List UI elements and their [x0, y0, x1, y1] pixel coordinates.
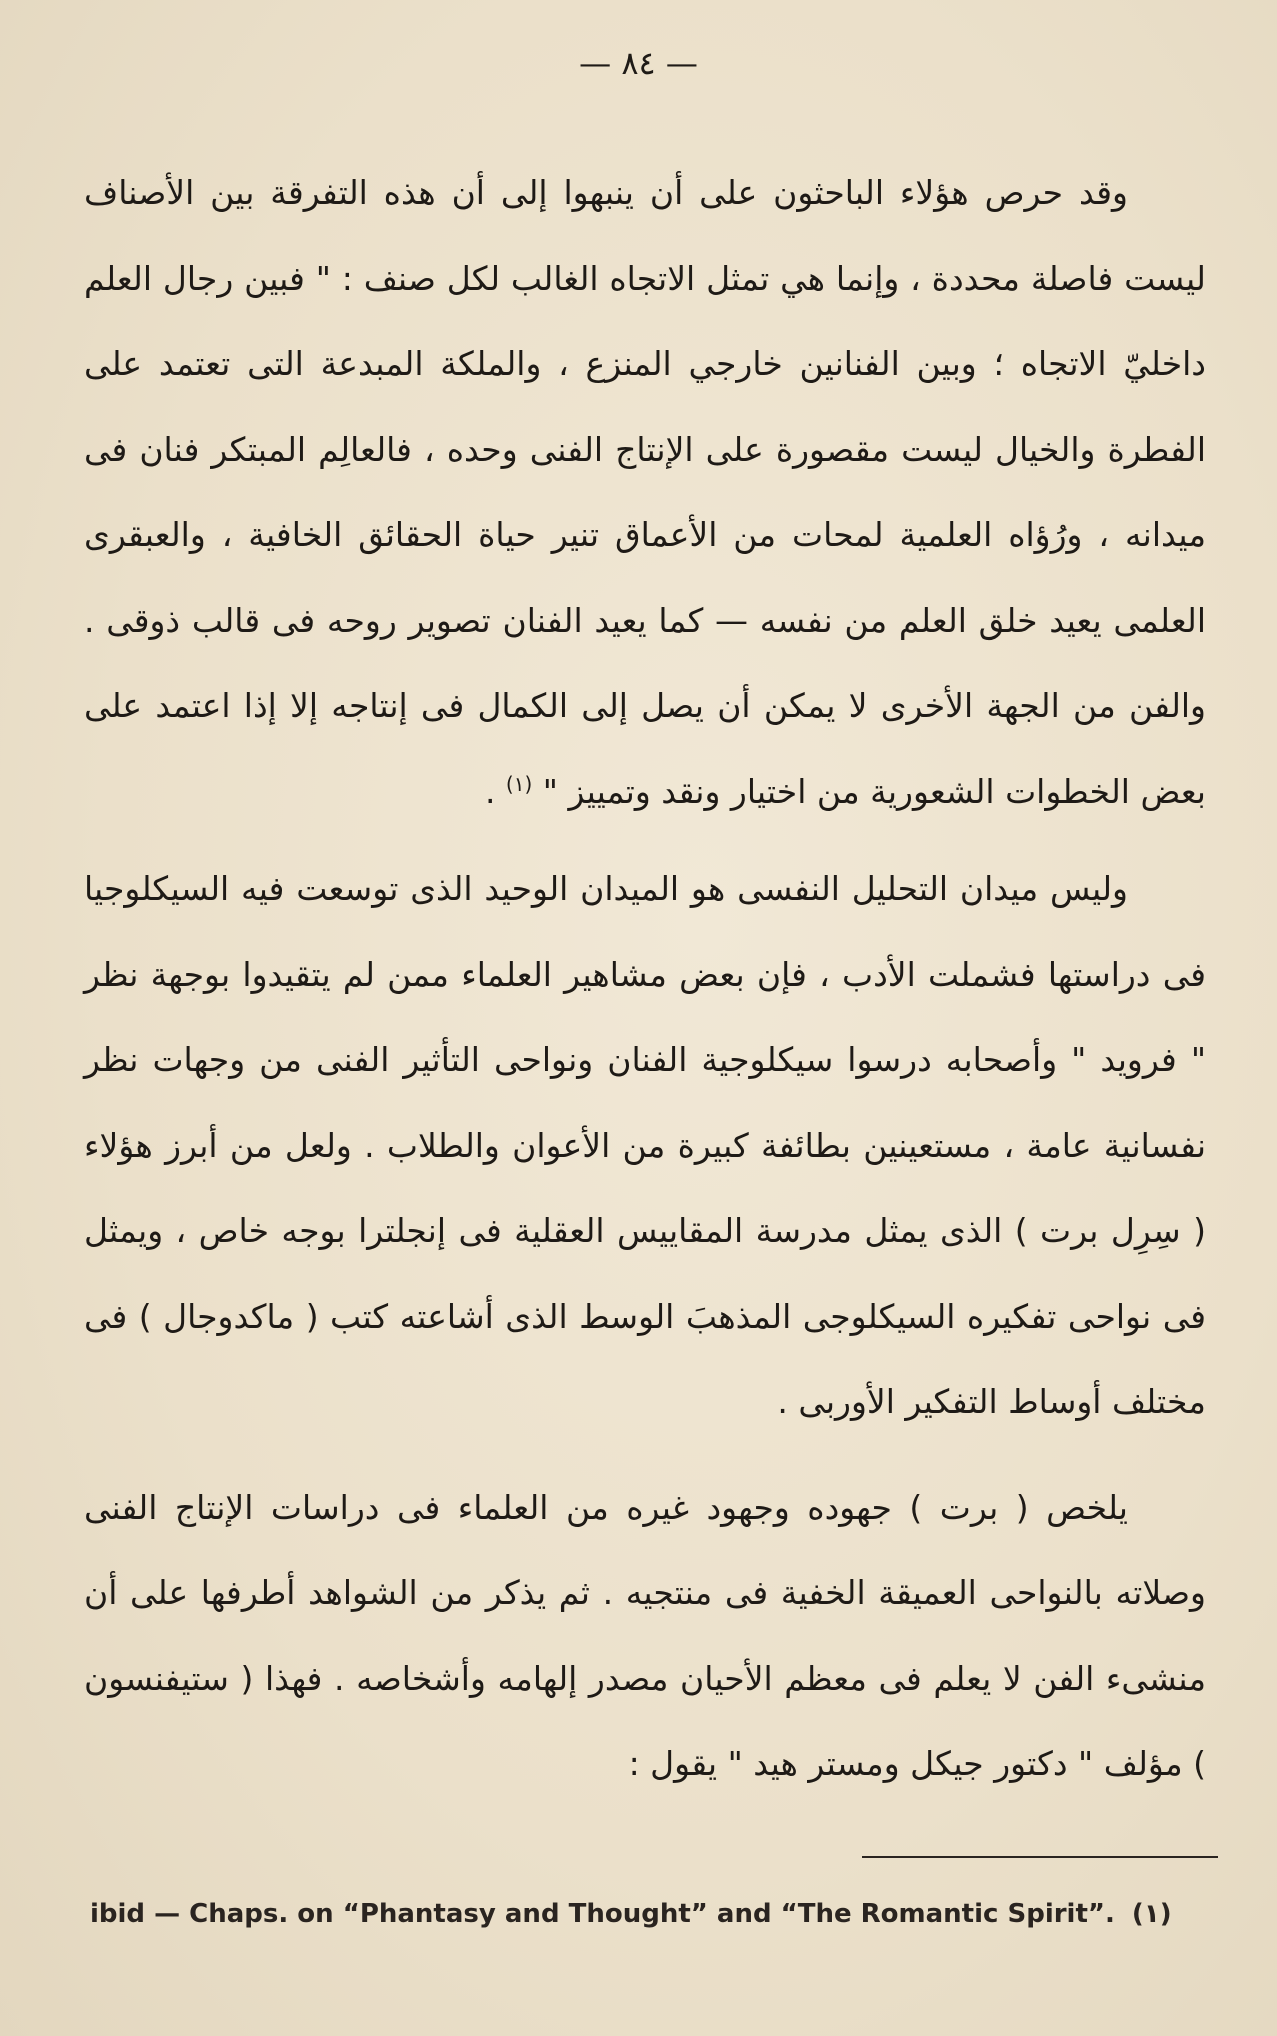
footnote-marker: (١) — [1131, 1899, 1172, 1929]
paragraph-1-text: وقد حرص هؤلاء الباحثون على أن ينبهوا إلى أن هذه التفرقة بين الأصناف ليست فاصلة محددة ، وإنما هي تمثل الاتجاه الغالب لكل صنف : " فبين رجال العلم داخليّ الاتجاه ؛ وبين الفنانين خارجي المنزع ، والملكة المبدعة التى تعتمد على الفطرة والخيال ليست مقصورة على الإنتاج الفنى وحده ، فالعالِم المبتكر فنان فى ميدانه ، ورُؤاه العلمية لمحات من الأعماق تنير حياة الحقائق الخافية ، والعبقرى العلمى يعيد خلق العلم من نفسه — كما يعيد الفنان تصوير روحه فى قالب ذوقى . والفن من الجهة الأخرى لا يمكن أن يصل إلى الكمال فى إنتاجه إلا إذا اعتمد على بعض الخطوات الشعورية من اختيار ونقد وتمييز " — [84, 173, 1206, 811]
paragraph-1 — [84, 150, 1206, 834]
paragraph-2 — [84, 846, 1206, 1445]
footnote-separator — [862, 1856, 1218, 1858]
paragraph-1-tail: . — [484, 771, 506, 811]
footnote — [90, 1888, 1200, 1940]
footnote-reference: (١) — [505, 771, 533, 796]
paragraph-2-text: وليس ميدان التحليل النفسى هو الميدان الوحيد الذى توسعت فيه السيكلوجيا فى دراستها فشملت الأدب ، فإن بعض مشاهير العلماء ممن لم يتقيدوا بوجهة نظر " فرويد " وأصحابه درسوا سيكلوجية الفنان ونواحى التأثير الفنى من وجهات نظر نفسانية عامة ، مستعينين بطائفة كبيرة من الأعوان والطلاب . ولعل من أبرز هؤلاء ( سِرِل برت ) الذى يمثل مدرسة المقاييس العقلية فى إنجلترا بوجه خاص ، ويمثل فى نواحى تفكيره السيكلوجى المذهبَ الوسط الذى أشاعته كتب ( ماكدوجال ) فى مختلف أوساط التفكير الأوربى . — [84, 869, 1206, 1421]
page-number: — ٨٤ — — [579, 44, 698, 82]
paragraph-3-text: يلخص ( برت ) جهوده وجهود غيره من العلماء فى دراسات الإنتاج الفنى وصلاته بالنواحى العميقة الخفية فى منتجيه . ثم يذكر من الشواهد أطرفها على أن منشىء الفن لا يعلم فى معظم الأحيان مصدر إلهامه وأشخاصه . فهذا ( ستيفنسون ) مؤلف " دكتور جيكل ومستر هيد " يقول : — [84, 1487, 1206, 1783]
body-text — [84, 150, 1206, 1807]
footnote-text: ibid — Chaps. on “Phantasy and Thought” and “The Romantic Spirit”. — [90, 1899, 1115, 1929]
paragraph-3 — [84, 1465, 1206, 1807]
